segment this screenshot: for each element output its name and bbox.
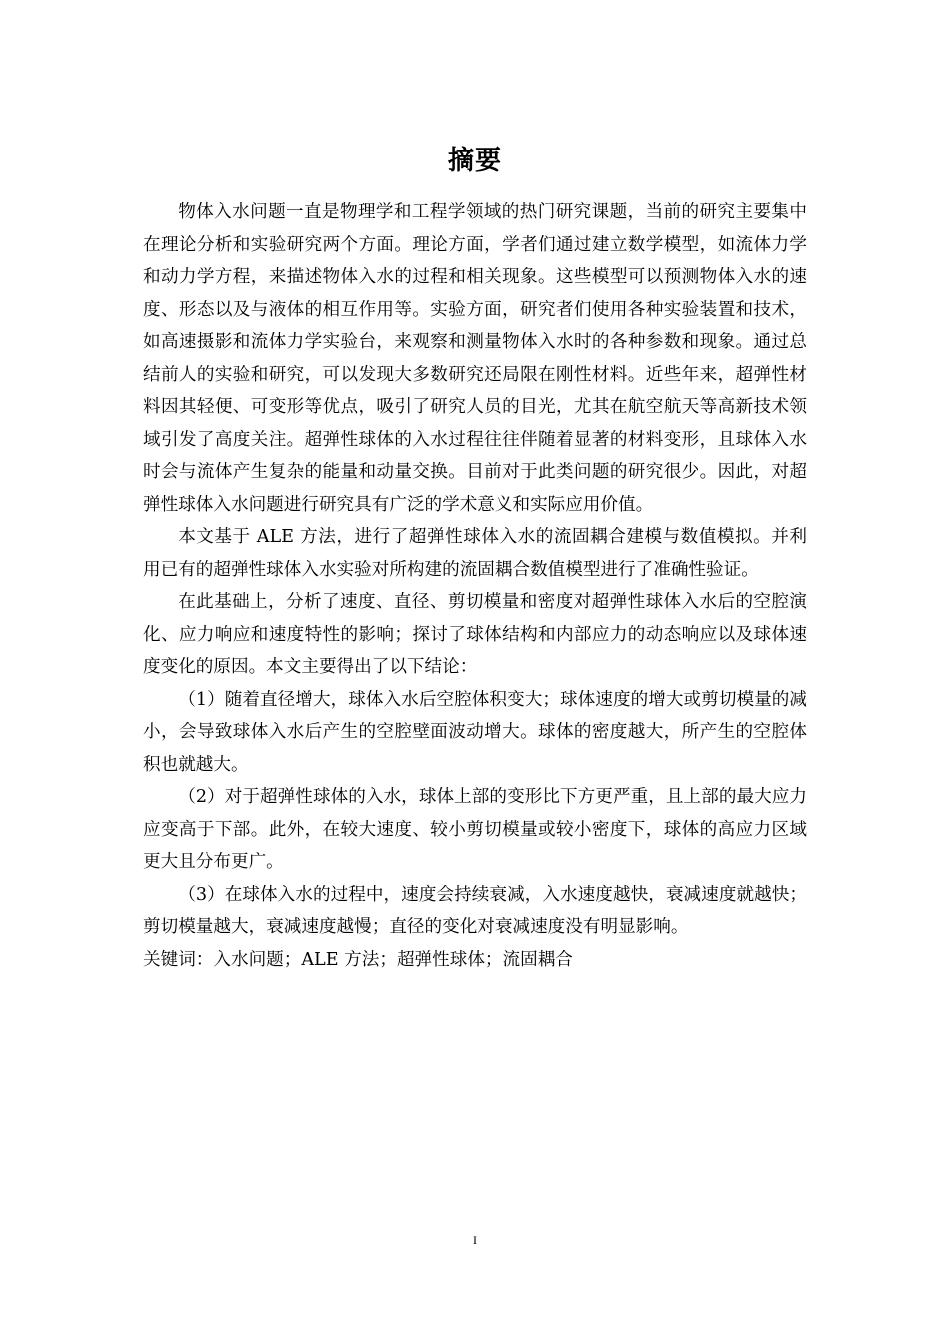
abstract-conclusion-3: （3）在球体入水的过程中，速度会持续衰减，入水速度越快，衰减速度就越快；剪切模量越大，衰减速度越慢；直径的变化对衰减速度没有明显影响。	[143, 884, 807, 937]
abstract-conclusion-1: （1）随着直径增大，球体入水后空腔体积变大；球体速度的增大或剪切模量的减小，会导致球体入水后产生的空腔壁面波动增大。球体的密度越大，所产生的空腔体积也就越大。	[143, 689, 807, 775]
abstract-paragraph-intro: 物体入水问题一直是物理学和工程学领域的热门研究课题，当前的研究主要集中在理论分析和实验研究两个方面。理论方面，学者们通过建立数学模型，如流体力学和动力学方程，来描述物体入水的过程和相关现象。这些模型可以预测物体入水的速度、形态以及与液体的相互作用等。实验方面，研究者们使用各种实验装置和技术，如高速摄影和流体力学实验台，来观察和测量物体入水时的各种参数和现象。通过总结前人的实验和研究，可以发现大多数研究还局限在刚性材料。近些年来，超弹性材料因其轻便、可变形等优点，吸引了研究人员的目光，尤其在航空航天等高新技术领域引发了高度关注。超弹性球体的入水过程往往伴随着显著的材料变形，且球体入水时会与流体产生复杂的能量和动量交换。目前对于此类问题的研究很少。因此，对超弹性球体入水问题进行研究具有广泛的学术意义和实际应用价值。	[143, 202, 807, 515]
page-number: I	[473, 1233, 477, 1247]
keywords-line: 关键词：入水问题；ALE 方法；超弹性球体；流固耦合	[143, 949, 573, 970]
abstract-paragraph-method: 本文基于 ALE 方法，进行了超弹性球体入水的流固耦合建模与数值模拟。并利用已有的超弹性球体入水实验对所构建的流固耦合数值模型进行了准确性验证。	[143, 527, 807, 580]
abstract-conclusion-2: （2）对于超弹性球体的入水，球体上部的变形比下方更严重，且上部的最大应力应变高于下部。此外，在较大速度、较小剪切模量或较小密度下，球体的高应力区域更大且分布更广。	[143, 787, 807, 872]
abstract-paragraph-analysis: 在此基础上，分析了速度、直径、剪切模量和密度对超弹性球体入水后的空腔演化、应力响应和速度特性的影响；探讨了球体结构和内部应力的动态响应以及球体速度变化的原因。本文主要得出了以下结论：	[143, 592, 807, 677]
page-title: 摘要	[447, 146, 502, 176]
abstract-body	[143, 196, 807, 976]
